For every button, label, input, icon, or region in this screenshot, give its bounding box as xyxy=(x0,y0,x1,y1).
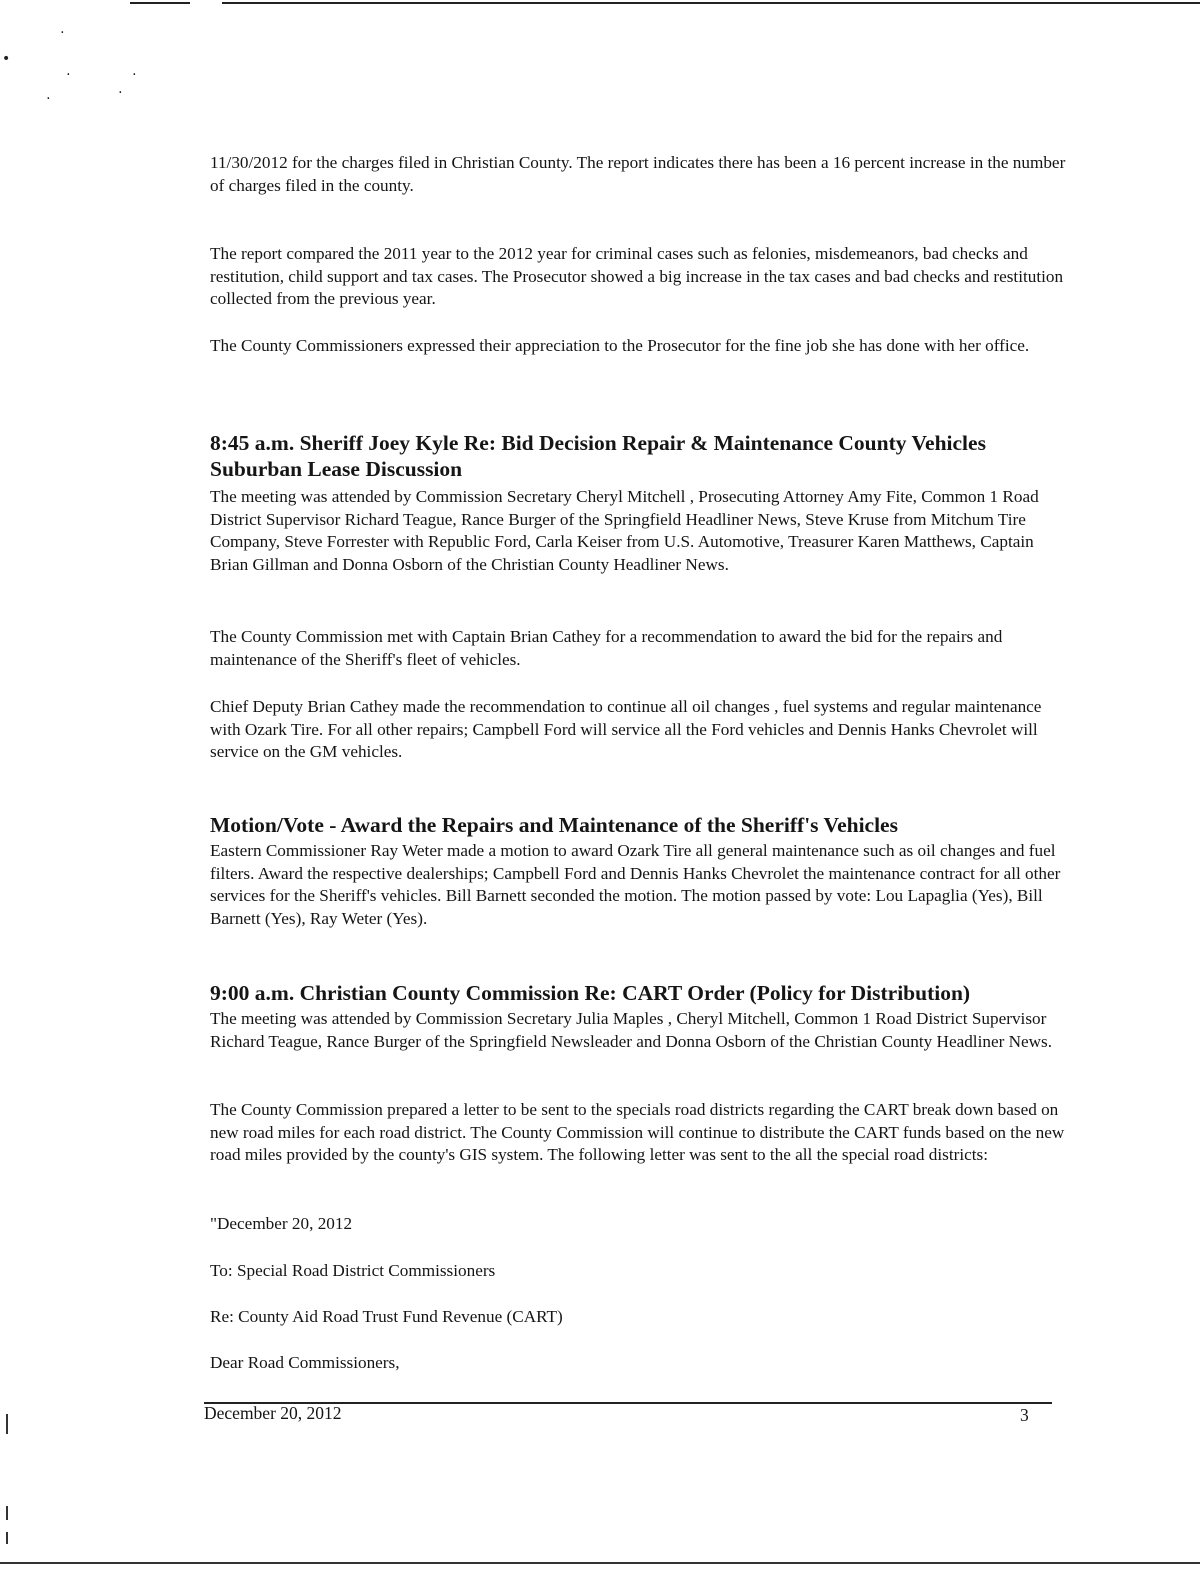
section-heading-sheriff: 8:45 a.m. Sheriff Joey Kyle Re: Bid Decision Repair & Maintenance County Vehicles Suburban Lease Discussion xyxy=(210,431,986,481)
letter-salutation: Dear Road Commissioners, xyxy=(210,1353,400,1372)
paragraph-motion-vote: Eastern Commissioner Ray Weter made a motion to award Ozark Tire all general maintenance such as oil changes and fuel filters. Award the respective dealerships; Campbell Ford and Dennis Hanks Chevrolet the maintenance contract for all other services for the Sheriff's vehicles. Bill Barnett seconded the motion. The motion passed by vote: Lou Lapaglia (Yes), Bill Barnett (Yes), Ray Weter (Yes). xyxy=(210,841,1061,928)
scan-edge-mark xyxy=(6,1506,8,1520)
letter-subject: Re: County Aid Road Trust Fund Revenue (CART) xyxy=(210,1307,563,1326)
scan-speck: ․ xyxy=(60,21,65,37)
paragraph-cathey-recommendation: The County Commission met with Captain Brian Cathey for a recommendation to award the bid for the repairs and maintenance of the Sheriff's fleet of vehicles. xyxy=(210,627,1003,669)
scan-speck: ․ xyxy=(66,63,71,79)
paragraph-attendees-cart: The meeting was attended by Commission Secretary Julia Maples , Cheryl Mitchell, Common 1 Road District Supervisor Richard Teague, Rance Burger of the Springfield Newsleader and Donna Osborn of the Christian County Headliner News. xyxy=(210,1009,1053,1051)
section-heading-motion: Motion/Vote - Award the Repairs and Maintenance of the Sheriff's Vehicles xyxy=(210,813,898,837)
page-number: 3 xyxy=(1020,1405,1029,1425)
scan-edge-mark xyxy=(6,1414,8,1434)
paragraph-charges-report: 11/30/2012 for the charges filed in Christian County. The report indicates there has been a 16 percent increase in the number of charges filed in the county. xyxy=(210,153,1066,195)
scan-speck: ․ xyxy=(46,87,51,103)
paragraph-oil-changes: Chief Deputy Brian Cathey made the recommendation to continue all oil changes , fuel systems and regular maintenance with Ozark Tire. For all other repairs; Campbell Ford will service all the Ford vehicles and Dennis Hanks Chevrolet will service on the GM vehicles. xyxy=(210,697,1042,761)
paragraph-attendees-sheriff: The meeting was attended by Commission Secretary Cheryl Mitchell , Prosecuting Attorney Amy Fite, Common 1 Road District Supervisor Richard Teague, Rance Burger of the Springfield Headliner News, Steve Kruse from Mitchum Tire Company, Steve Forrester with Republic Ford, Carla Keiser from U.S. Automotive, Treasurer Karen Matthews, Captain Brian Gillman and Donna Osborn of the Christian County Headliner News. xyxy=(210,487,1039,574)
scan-edge-mark xyxy=(6,1532,8,1544)
footer-date: December 20, 2012 xyxy=(204,1403,342,1423)
paragraph-year-comparison: The report compared the 2011 year to the 2012 year for criminal cases such as felonies, misdemeanors, bad checks and restitution, child support and tax cases. The Prosecutor showed a big increase in the tax cases and bad checks and restitution collected from the previous year. xyxy=(210,244,1064,308)
scan-edge-line xyxy=(222,2,1200,4)
scan-edge-line xyxy=(0,1562,1200,1564)
scan-edge-line xyxy=(130,2,190,4)
scan-speck: ․ xyxy=(132,63,137,79)
letter-recipient: To: Special Road District Commissioners xyxy=(210,1261,496,1280)
letter-date: "December 20, 2012 xyxy=(210,1214,353,1233)
paragraph-appreciation: The County Commissioners expressed their appreciation to the Prosecutor for the fine job she has done with her office. xyxy=(210,336,1030,355)
scan-speck: • xyxy=(2,51,11,67)
scan-speck: ․ xyxy=(118,81,123,97)
paragraph-cart-letter: The County Commission prepared a letter to be sent to the specials road districts regarding the CART break down based on new road miles for each road district. The County Commission will continue to distribute the CART funds based on the new road miles provided by the county's GIS system. The following letter was sent to the all the special road districts: xyxy=(210,1100,1065,1164)
section-heading-cart: 9:00 a.m. Christian County Commission Re: CART Order (Policy for Distribution) xyxy=(210,981,971,1005)
